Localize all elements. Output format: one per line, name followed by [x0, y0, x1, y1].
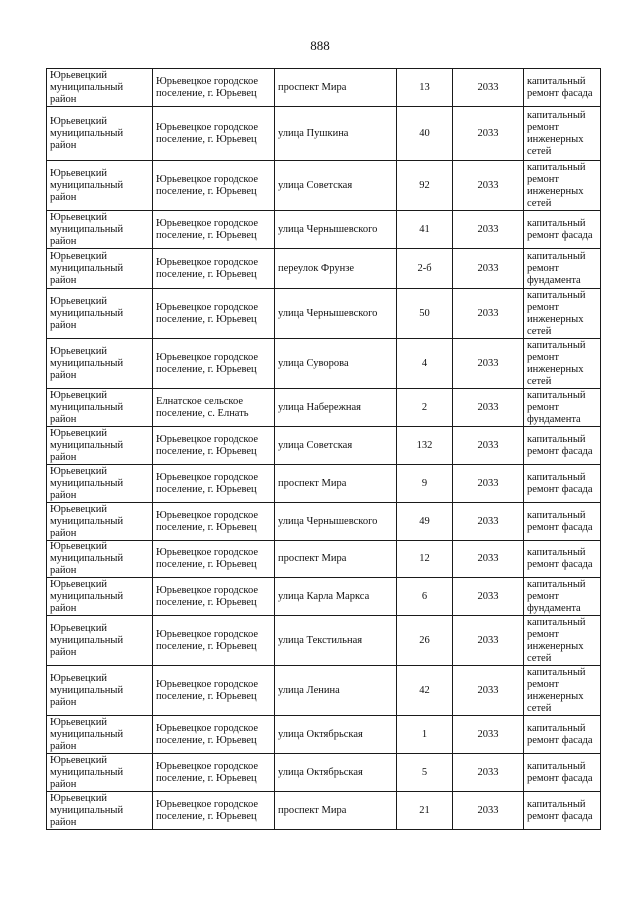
cell-settlement: Юрьевецкое городское поселение, г. Юрьевец — [153, 666, 275, 716]
cell-year: 2033 — [453, 792, 524, 830]
cell-year: 2033 — [453, 754, 524, 792]
cell-house-number: 92 — [397, 161, 453, 211]
cell-settlement: Юрьевецкое городское поселение, г. Юрьевец — [153, 616, 275, 666]
cell-work-type: капитальный ремонт фасада — [524, 716, 601, 754]
cell-house-number: 6 — [397, 578, 453, 616]
cell-street: проспект Мира — [275, 69, 397, 107]
cell-work-type: капитальный ремонт инженерных сетей — [524, 289, 601, 339]
cell-settlement: Юрьевецкое городское поселение, г. Юрьевец — [153, 465, 275, 503]
cell-settlement: Юрьевецкое городское поселение, г. Юрьевец — [153, 716, 275, 754]
cell-house-number: 132 — [397, 427, 453, 465]
table-row — [47, 249, 601, 289]
cell-settlement: Юрьевецкое городское поселение, г. Юрьевец — [153, 339, 275, 389]
table-row — [47, 161, 601, 211]
cell-year: 2033 — [453, 69, 524, 107]
cell-house-number: 1 — [397, 716, 453, 754]
cell-house-number: 21 — [397, 792, 453, 830]
cell-year: 2033 — [453, 578, 524, 616]
cell-street: улица Октябрьская — [275, 716, 397, 754]
cell-settlement: Юрьевецкое городское поселение, г. Юрьевец — [153, 161, 275, 211]
cell-district: Юрьевецкий муниципальный район — [47, 792, 153, 830]
page-number: 888 — [310, 38, 330, 53]
cell-settlement: Юрьевецкое городское поселение, г. Юрьевец — [153, 503, 275, 541]
cell-house-number: 9 — [397, 465, 453, 503]
cell-work-type: капитальный ремонт фасада — [524, 465, 601, 503]
cell-district: Юрьевецкий муниципальный район — [47, 289, 153, 339]
cell-work-type: капитальный ремонт фасада — [524, 503, 601, 541]
cell-street: улица Чернышевского — [275, 503, 397, 541]
cell-street: проспект Мира — [275, 541, 397, 578]
cell-work-type: капитальный ремонт фасада — [524, 69, 601, 107]
repair-schedule-table — [46, 68, 601, 830]
cell-year: 2033 — [453, 666, 524, 716]
cell-house-number: 12 — [397, 541, 453, 578]
cell-settlement: Елнатское сельское поселение, с. Елнать — [153, 389, 275, 427]
cell-street: переулок Фрунзе — [275, 249, 397, 289]
cell-house-number: 2-б — [397, 249, 453, 289]
cell-district: Юрьевецкий муниципальный район — [47, 465, 153, 503]
cell-work-type: капитальный ремонт инженерных сетей — [524, 107, 601, 161]
cell-settlement: Юрьевецкое городское поселение, г. Юрьевец — [153, 69, 275, 107]
cell-house-number: 49 — [397, 503, 453, 541]
cell-district: Юрьевецкий муниципальный район — [47, 666, 153, 716]
cell-year: 2033 — [453, 289, 524, 339]
cell-year: 2033 — [453, 249, 524, 289]
cell-year: 2033 — [453, 427, 524, 465]
cell-district: Юрьевецкий муниципальный район — [47, 339, 153, 389]
cell-settlement: Юрьевецкое городское поселение, г. Юрьевец — [153, 541, 275, 578]
cell-settlement: Юрьевецкое городское поселение, г. Юрьевец — [153, 754, 275, 792]
table-row — [47, 541, 601, 578]
cell-work-type: капитальный ремонт фасада — [524, 792, 601, 830]
cell-house-number: 4 — [397, 339, 453, 389]
table-row — [47, 754, 601, 792]
cell-district: Юрьевецкий муниципальный район — [47, 754, 153, 792]
cell-year: 2033 — [453, 503, 524, 541]
cell-street: улица Набережная — [275, 389, 397, 427]
cell-street: улица Суворова — [275, 339, 397, 389]
table-row — [47, 503, 601, 541]
table-row — [47, 792, 601, 830]
cell-district: Юрьевецкий муниципальный район — [47, 161, 153, 211]
cell-district: Юрьевецкий муниципальный район — [47, 249, 153, 289]
cell-street: улица Ленина — [275, 666, 397, 716]
table-body — [47, 69, 601, 830]
cell-street: проспект Мира — [275, 465, 397, 503]
cell-settlement: Юрьевецкое городское поселение, г. Юрьевец — [153, 792, 275, 830]
cell-street: улица Советская — [275, 161, 397, 211]
cell-year: 2033 — [453, 389, 524, 427]
cell-house-number: 5 — [397, 754, 453, 792]
cell-settlement: Юрьевецкое городское поселение, г. Юрьевец — [153, 578, 275, 616]
cell-house-number: 2 — [397, 389, 453, 427]
cell-year: 2033 — [453, 339, 524, 389]
cell-work-type: капитальный ремонт фундамента — [524, 578, 601, 616]
cell-street: проспект Мира — [275, 792, 397, 830]
cell-year: 2033 — [453, 107, 524, 161]
cell-house-number: 41 — [397, 211, 453, 249]
cell-year: 2033 — [453, 161, 524, 211]
cell-district: Юрьевецкий муниципальный район — [47, 503, 153, 541]
cell-year: 2033 — [453, 465, 524, 503]
cell-district: Юрьевецкий муниципальный район — [47, 541, 153, 578]
cell-district: Юрьевецкий муниципальный район — [47, 389, 153, 427]
cell-district: Юрьевецкий муниципальный район — [47, 107, 153, 161]
cell-district: Юрьевецкий муниципальный район — [47, 211, 153, 249]
cell-work-type: капитальный ремонт фасада — [524, 541, 601, 578]
cell-settlement: Юрьевецкое городское поселение, г. Юрьевец — [153, 211, 275, 249]
cell-street: улица Октябрьская — [275, 754, 397, 792]
cell-street: улица Советская — [275, 427, 397, 465]
cell-district: Юрьевецкий муниципальный район — [47, 69, 153, 107]
cell-work-type: капитальный ремонт инженерных сетей — [524, 161, 601, 211]
table-row — [47, 578, 601, 616]
cell-street: улица Текстильная — [275, 616, 397, 666]
table-row — [47, 69, 601, 107]
cell-district: Юрьевецкий муниципальный район — [47, 616, 153, 666]
cell-work-type: капитальный ремонт фасада — [524, 754, 601, 792]
cell-work-type: капитальный ремонт фасада — [524, 211, 601, 249]
table-row — [47, 465, 601, 503]
cell-year: 2033 — [453, 616, 524, 666]
cell-settlement: Юрьевецкое городское поселение, г. Юрьевец — [153, 249, 275, 289]
cell-district: Юрьевецкий муниципальный район — [47, 716, 153, 754]
table-row — [47, 389, 601, 427]
cell-year: 2033 — [453, 541, 524, 578]
cell-house-number: 40 — [397, 107, 453, 161]
table-row — [47, 716, 601, 754]
cell-street: улица Карла Маркса — [275, 578, 397, 616]
table-row — [47, 107, 601, 161]
cell-house-number: 42 — [397, 666, 453, 716]
cell-work-type: капитальный ремонт фундамента — [524, 249, 601, 289]
cell-house-number: 50 — [397, 289, 453, 339]
table-row — [47, 211, 601, 249]
table-row — [47, 339, 601, 389]
cell-work-type: капитальный ремонт инженерных сетей — [524, 339, 601, 389]
cell-settlement: Юрьевецкое городское поселение, г. Юрьевец — [153, 289, 275, 339]
cell-district: Юрьевецкий муниципальный район — [47, 578, 153, 616]
cell-work-type: капитальный ремонт фундамента — [524, 389, 601, 427]
table-row — [47, 289, 601, 339]
cell-settlement: Юрьевецкое городское поселение, г. Юрьевец — [153, 427, 275, 465]
cell-year: 2033 — [453, 211, 524, 249]
cell-work-type: капитальный ремонт фасада — [524, 427, 601, 465]
table-row — [47, 427, 601, 465]
cell-house-number: 13 — [397, 69, 453, 107]
cell-work-type: капитальный ремонт инженерных сетей — [524, 616, 601, 666]
cell-work-type: капитальный ремонт инженерных сетей — [524, 666, 601, 716]
cell-house-number: 26 — [397, 616, 453, 666]
cell-district: Юрьевецкий муниципальный район — [47, 427, 153, 465]
cell-street: улица Чернышевского — [275, 211, 397, 249]
cell-street: улица Пушкина — [275, 107, 397, 161]
table-row — [47, 616, 601, 666]
cell-year: 2033 — [453, 716, 524, 754]
cell-street: улица Чернышевского — [275, 289, 397, 339]
cell-settlement: Юрьевецкое городское поселение, г. Юрьевец — [153, 107, 275, 161]
table-row — [47, 666, 601, 716]
